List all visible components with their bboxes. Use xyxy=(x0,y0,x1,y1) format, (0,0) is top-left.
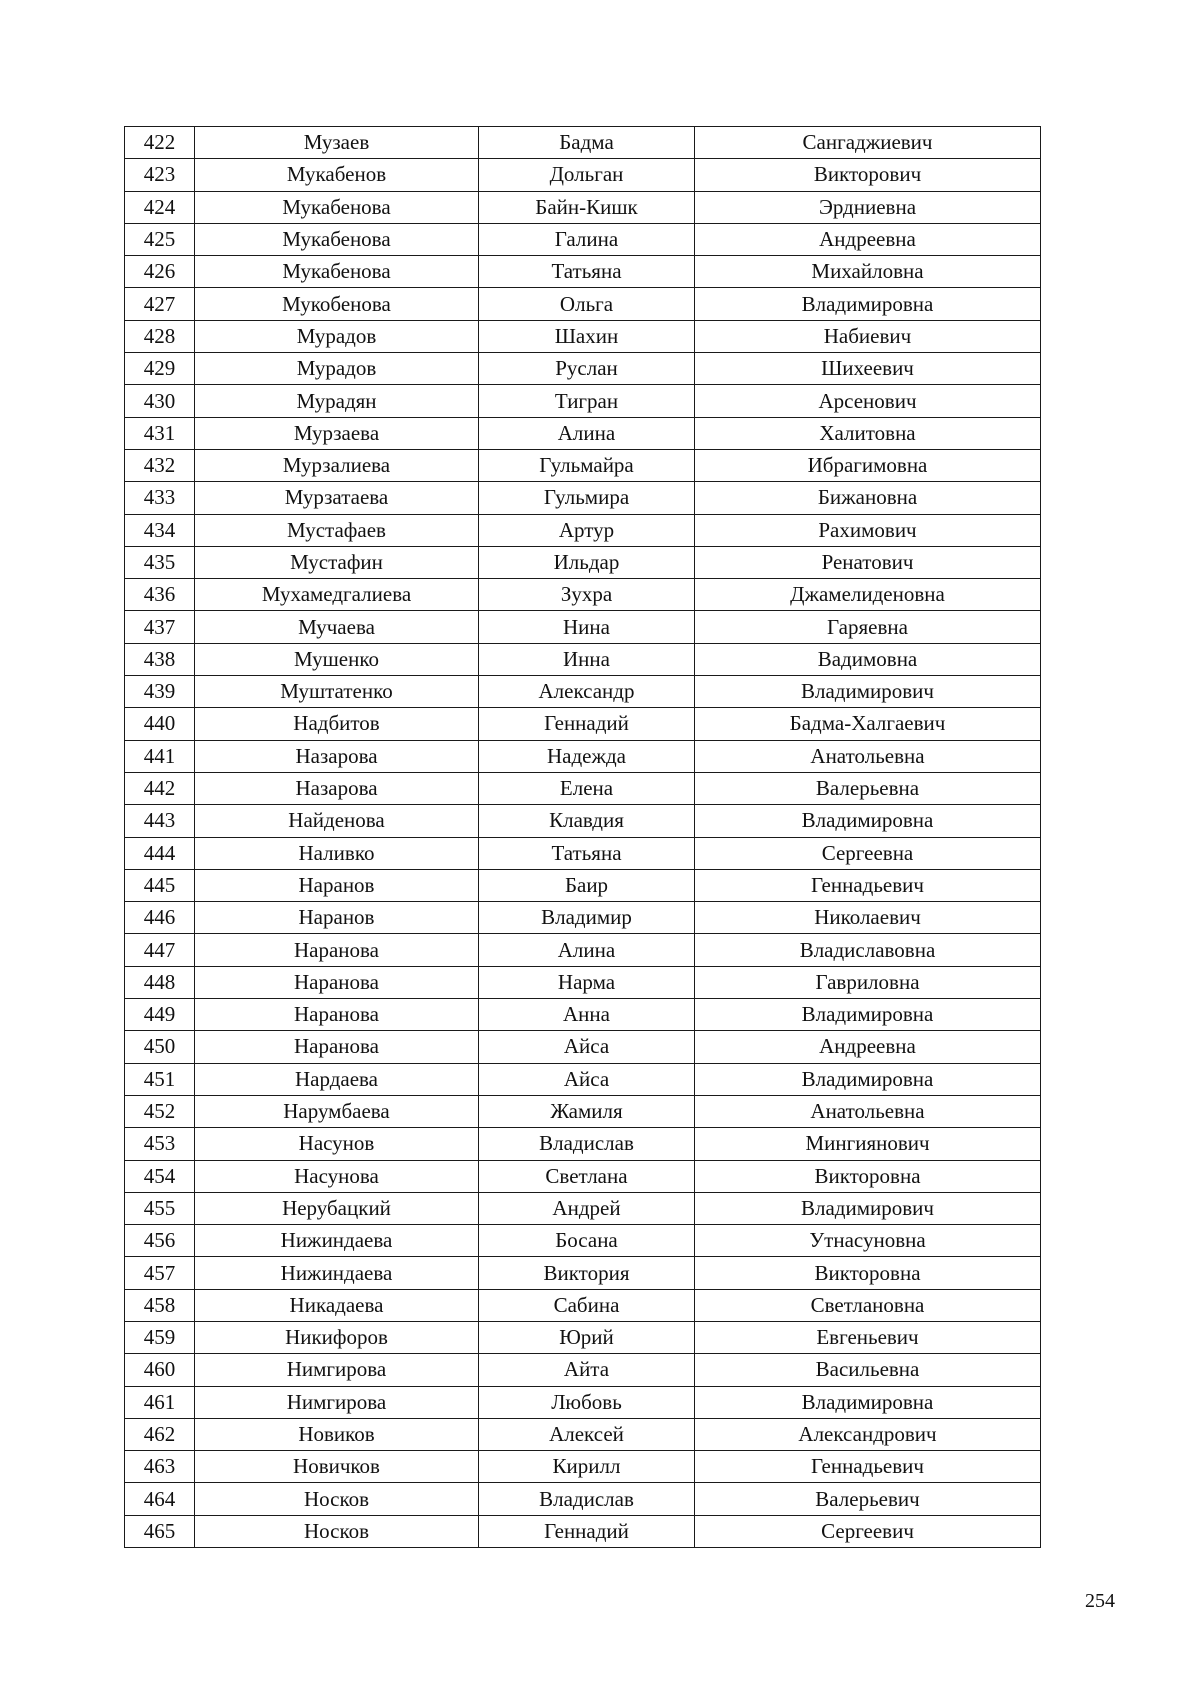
patronymic-cell: Рахимович xyxy=(695,514,1041,546)
row-number-cell: 427 xyxy=(125,288,195,320)
patronymic-cell: Александрович xyxy=(695,1418,1041,1450)
row-number-cell: 440 xyxy=(125,708,195,740)
patronymic-cell: Геннадьевич xyxy=(695,869,1041,901)
last-name-cell: Назарова xyxy=(195,772,479,804)
last-name-cell: Мукабенова xyxy=(195,223,479,255)
table-row xyxy=(125,1483,1041,1515)
last-name-cell: Нарумбаева xyxy=(195,1095,479,1127)
last-name-cell: Назарова xyxy=(195,740,479,772)
first-name-cell: Гульмира xyxy=(479,482,695,514)
row-number-cell: 450 xyxy=(125,1031,195,1063)
patronymic-cell: Владимировна xyxy=(695,999,1041,1031)
table-row xyxy=(125,1160,1041,1192)
roster-table-body xyxy=(125,127,1041,1548)
last-name-cell: Наранов xyxy=(195,902,479,934)
patronymic-cell: Валерьевич xyxy=(695,1483,1041,1515)
table-row xyxy=(125,708,1041,740)
patronymic-cell: Владиславовна xyxy=(695,934,1041,966)
last-name-cell: Мухамедгалиева xyxy=(195,579,479,611)
last-name-cell: Нардаева xyxy=(195,1063,479,1095)
table-row xyxy=(125,934,1041,966)
first-name-cell: Ильдар xyxy=(479,546,695,578)
table-row xyxy=(125,966,1041,998)
last-name-cell: Мукабенов xyxy=(195,159,479,191)
table-row xyxy=(125,127,1041,159)
patronymic-cell: Анатольевна xyxy=(695,740,1041,772)
table-row xyxy=(125,1095,1041,1127)
first-name-cell: Босана xyxy=(479,1225,695,1257)
first-name-cell: Геннадий xyxy=(479,1515,695,1547)
patronymic-cell: Набиевич xyxy=(695,320,1041,352)
patronymic-cell: Владимировна xyxy=(695,805,1041,837)
patronymic-cell: Халитовна xyxy=(695,417,1041,449)
first-name-cell: Александр xyxy=(479,676,695,708)
table-row xyxy=(125,417,1041,449)
last-name-cell: Наранова xyxy=(195,999,479,1031)
table-row xyxy=(125,579,1041,611)
row-number-cell: 424 xyxy=(125,191,195,223)
last-name-cell: Нерубацкий xyxy=(195,1192,479,1224)
first-name-cell: Виктория xyxy=(479,1257,695,1289)
patronymic-cell: Мингиянович xyxy=(695,1128,1041,1160)
patronymic-cell: Гаряевна xyxy=(695,611,1041,643)
table-row xyxy=(125,482,1041,514)
row-number-cell: 464 xyxy=(125,1483,195,1515)
first-name-cell: Руслан xyxy=(479,353,695,385)
patronymic-cell: Васильевна xyxy=(695,1354,1041,1386)
row-number-cell: 463 xyxy=(125,1451,195,1483)
last-name-cell: Никадаева xyxy=(195,1289,479,1321)
patronymic-cell: Евгеньевич xyxy=(695,1321,1041,1353)
table-row xyxy=(125,159,1041,191)
patronymic-cell: Гавриловна xyxy=(695,966,1041,998)
patronymic-cell: Сергеевич xyxy=(695,1515,1041,1547)
first-name-cell: Нина xyxy=(479,611,695,643)
row-number-cell: 423 xyxy=(125,159,195,191)
first-name-cell: Нарма xyxy=(479,966,695,998)
last-name-cell: Мурадян xyxy=(195,385,479,417)
page-number: 254 xyxy=(1085,1590,1115,1612)
patronymic-cell: Ренатович xyxy=(695,546,1041,578)
row-number-cell: 442 xyxy=(125,772,195,804)
patronymic-cell: Утнасуновна xyxy=(695,1225,1041,1257)
roster-table xyxy=(124,126,1041,1548)
table-row xyxy=(125,1257,1041,1289)
table-row xyxy=(125,1451,1041,1483)
last-name-cell: Нижиндаева xyxy=(195,1225,479,1257)
row-number-cell: 443 xyxy=(125,805,195,837)
patronymic-cell: Викторовна xyxy=(695,1257,1041,1289)
table-row xyxy=(125,1354,1041,1386)
row-number-cell: 430 xyxy=(125,385,195,417)
row-number-cell: 456 xyxy=(125,1225,195,1257)
table-row xyxy=(125,191,1041,223)
last-name-cell: Мурадов xyxy=(195,320,479,352)
first-name-cell: Байн-Кишк xyxy=(479,191,695,223)
row-number-cell: 449 xyxy=(125,999,195,1031)
last-name-cell: Мукабенова xyxy=(195,191,479,223)
patronymic-cell: Геннадьевич xyxy=(695,1451,1041,1483)
table-row xyxy=(125,1321,1041,1353)
table-row xyxy=(125,676,1041,708)
first-name-cell: Инна xyxy=(479,643,695,675)
table-row xyxy=(125,353,1041,385)
row-number-cell: 437 xyxy=(125,611,195,643)
table-row xyxy=(125,1063,1041,1095)
row-number-cell: 451 xyxy=(125,1063,195,1095)
first-name-cell: Шахин xyxy=(479,320,695,352)
table-row xyxy=(125,514,1041,546)
table-row xyxy=(125,999,1041,1031)
table-row xyxy=(125,449,1041,481)
last-name-cell: Носков xyxy=(195,1515,479,1547)
table-row xyxy=(125,869,1041,901)
row-number-cell: 426 xyxy=(125,256,195,288)
first-name-cell: Юрий xyxy=(479,1321,695,1353)
table-row xyxy=(125,320,1041,352)
row-number-cell: 439 xyxy=(125,676,195,708)
last-name-cell: Насунов xyxy=(195,1128,479,1160)
row-number-cell: 461 xyxy=(125,1386,195,1418)
last-name-cell: Наливко xyxy=(195,837,479,869)
table-row xyxy=(125,1289,1041,1321)
first-name-cell: Алина xyxy=(479,934,695,966)
last-name-cell: Мурзаева xyxy=(195,417,479,449)
patronymic-cell: Владимирович xyxy=(695,1192,1041,1224)
first-name-cell: Бадма xyxy=(479,127,695,159)
first-name-cell: Татьяна xyxy=(479,256,695,288)
table-row xyxy=(125,805,1041,837)
last-name-cell: Найденова xyxy=(195,805,479,837)
row-number-cell: 435 xyxy=(125,546,195,578)
first-name-cell: Геннадий xyxy=(479,708,695,740)
table-row xyxy=(125,1031,1041,1063)
first-name-cell: Айса xyxy=(479,1063,695,1095)
first-name-cell: Владимир xyxy=(479,902,695,934)
row-number-cell: 452 xyxy=(125,1095,195,1127)
patronymic-cell: Сангаджиевич xyxy=(695,127,1041,159)
table-row xyxy=(125,1418,1041,1450)
first-name-cell: Светлана xyxy=(479,1160,695,1192)
last-name-cell: Нижиндаева xyxy=(195,1257,479,1289)
first-name-cell: Андрей xyxy=(479,1192,695,1224)
row-number-cell: 434 xyxy=(125,514,195,546)
last-name-cell: Новиков xyxy=(195,1418,479,1450)
first-name-cell: Айса xyxy=(479,1031,695,1063)
first-name-cell: Ольга xyxy=(479,288,695,320)
last-name-cell: Новичков xyxy=(195,1451,479,1483)
table-row xyxy=(125,1386,1041,1418)
last-name-cell: Мурзалиева xyxy=(195,449,479,481)
table-row xyxy=(125,256,1041,288)
table-row xyxy=(125,837,1041,869)
first-name-cell: Артур xyxy=(479,514,695,546)
patronymic-cell: Владимировна xyxy=(695,1063,1041,1095)
table-row xyxy=(125,385,1041,417)
patronymic-cell: Бадма-Халгаевич xyxy=(695,708,1041,740)
row-number-cell: 428 xyxy=(125,320,195,352)
first-name-cell: Любовь xyxy=(479,1386,695,1418)
first-name-cell: Надежда xyxy=(479,740,695,772)
patronymic-cell: Сергеевна xyxy=(695,837,1041,869)
row-number-cell: 448 xyxy=(125,966,195,998)
last-name-cell: Надбитов xyxy=(195,708,479,740)
table-row xyxy=(125,546,1041,578)
last-name-cell: Мукабенова xyxy=(195,256,479,288)
patronymic-cell: Андреевна xyxy=(695,1031,1041,1063)
patronymic-cell: Ибрагимовна xyxy=(695,449,1041,481)
row-number-cell: 455 xyxy=(125,1192,195,1224)
first-name-cell: Галина xyxy=(479,223,695,255)
first-name-cell: Татьяна xyxy=(479,837,695,869)
patronymic-cell: Анатольевна xyxy=(695,1095,1041,1127)
last-name-cell: Нимгирова xyxy=(195,1386,479,1418)
row-number-cell: 458 xyxy=(125,1289,195,1321)
patronymic-cell: Арсенович xyxy=(695,385,1041,417)
row-number-cell: 465 xyxy=(125,1515,195,1547)
row-number-cell: 447 xyxy=(125,934,195,966)
first-name-cell: Сабина xyxy=(479,1289,695,1321)
table-row xyxy=(125,288,1041,320)
last-name-cell: Наранов xyxy=(195,869,479,901)
first-name-cell: Жамиля xyxy=(479,1095,695,1127)
last-name-cell: Наранова xyxy=(195,966,479,998)
last-name-cell: Музаев xyxy=(195,127,479,159)
patronymic-cell: Эрдниевна xyxy=(695,191,1041,223)
row-number-cell: 436 xyxy=(125,579,195,611)
first-name-cell: Владислав xyxy=(479,1483,695,1515)
row-number-cell: 453 xyxy=(125,1128,195,1160)
first-name-cell: Клавдия xyxy=(479,805,695,837)
first-name-cell: Баир xyxy=(479,869,695,901)
patronymic-cell: Викторович xyxy=(695,159,1041,191)
row-number-cell: 444 xyxy=(125,837,195,869)
first-name-cell: Елена xyxy=(479,772,695,804)
row-number-cell: 433 xyxy=(125,482,195,514)
patronymic-cell: Вадимовна xyxy=(695,643,1041,675)
row-number-cell: 459 xyxy=(125,1321,195,1353)
patronymic-cell: Михайловна xyxy=(695,256,1041,288)
row-number-cell: 432 xyxy=(125,449,195,481)
table-row xyxy=(125,643,1041,675)
last-name-cell: Наранова xyxy=(195,934,479,966)
row-number-cell: 425 xyxy=(125,223,195,255)
first-name-cell: Анна xyxy=(479,999,695,1031)
last-name-cell: Никифоров xyxy=(195,1321,479,1353)
row-number-cell: 422 xyxy=(125,127,195,159)
last-name-cell: Наранова xyxy=(195,1031,479,1063)
first-name-cell: Тигран xyxy=(479,385,695,417)
first-name-cell: Дольган xyxy=(479,159,695,191)
patronymic-cell: Светлановна xyxy=(695,1289,1041,1321)
last-name-cell: Мустафаев xyxy=(195,514,479,546)
row-number-cell: 438 xyxy=(125,643,195,675)
table-row xyxy=(125,611,1041,643)
first-name-cell: Айта xyxy=(479,1354,695,1386)
patronymic-cell: Бижановна xyxy=(695,482,1041,514)
first-name-cell: Алина xyxy=(479,417,695,449)
last-name-cell: Мушенко xyxy=(195,643,479,675)
table-row xyxy=(125,740,1041,772)
last-name-cell: Мукобенова xyxy=(195,288,479,320)
first-name-cell: Алексей xyxy=(479,1418,695,1450)
row-number-cell: 445 xyxy=(125,869,195,901)
first-name-cell: Владислав xyxy=(479,1128,695,1160)
table-row xyxy=(125,1225,1041,1257)
last-name-cell: Носков xyxy=(195,1483,479,1515)
last-name-cell: Муштатенко xyxy=(195,676,479,708)
row-number-cell: 446 xyxy=(125,902,195,934)
patronymic-cell: Викторовна xyxy=(695,1160,1041,1192)
row-number-cell: 462 xyxy=(125,1418,195,1450)
row-number-cell: 454 xyxy=(125,1160,195,1192)
patronymic-cell: Андреевна xyxy=(695,223,1041,255)
table-row xyxy=(125,1192,1041,1224)
patronymic-cell: Шихеевич xyxy=(695,353,1041,385)
first-name-cell: Гульмайра xyxy=(479,449,695,481)
row-number-cell: 457 xyxy=(125,1257,195,1289)
first-name-cell: Кирилл xyxy=(479,1451,695,1483)
table-row xyxy=(125,902,1041,934)
table-row xyxy=(125,223,1041,255)
patronymic-cell: Джамелиденовна xyxy=(695,579,1041,611)
table-row xyxy=(125,772,1041,804)
patronymic-cell: Владимирович xyxy=(695,676,1041,708)
patronymic-cell: Николаевич xyxy=(695,902,1041,934)
last-name-cell: Насунова xyxy=(195,1160,479,1192)
table-row xyxy=(125,1128,1041,1160)
last-name-cell: Мустафин xyxy=(195,546,479,578)
patronymic-cell: Владимировна xyxy=(695,288,1041,320)
last-name-cell: Нимгирова xyxy=(195,1354,479,1386)
row-number-cell: 441 xyxy=(125,740,195,772)
row-number-cell: 460 xyxy=(125,1354,195,1386)
first-name-cell: Зухра xyxy=(479,579,695,611)
table-row xyxy=(125,1515,1041,1547)
last-name-cell: Мучаева xyxy=(195,611,479,643)
patronymic-cell: Валерьевна xyxy=(695,772,1041,804)
last-name-cell: Мурадов xyxy=(195,353,479,385)
patronymic-cell: Владимировна xyxy=(695,1386,1041,1418)
row-number-cell: 429 xyxy=(125,353,195,385)
row-number-cell: 431 xyxy=(125,417,195,449)
last-name-cell: Мурзатаева xyxy=(195,482,479,514)
